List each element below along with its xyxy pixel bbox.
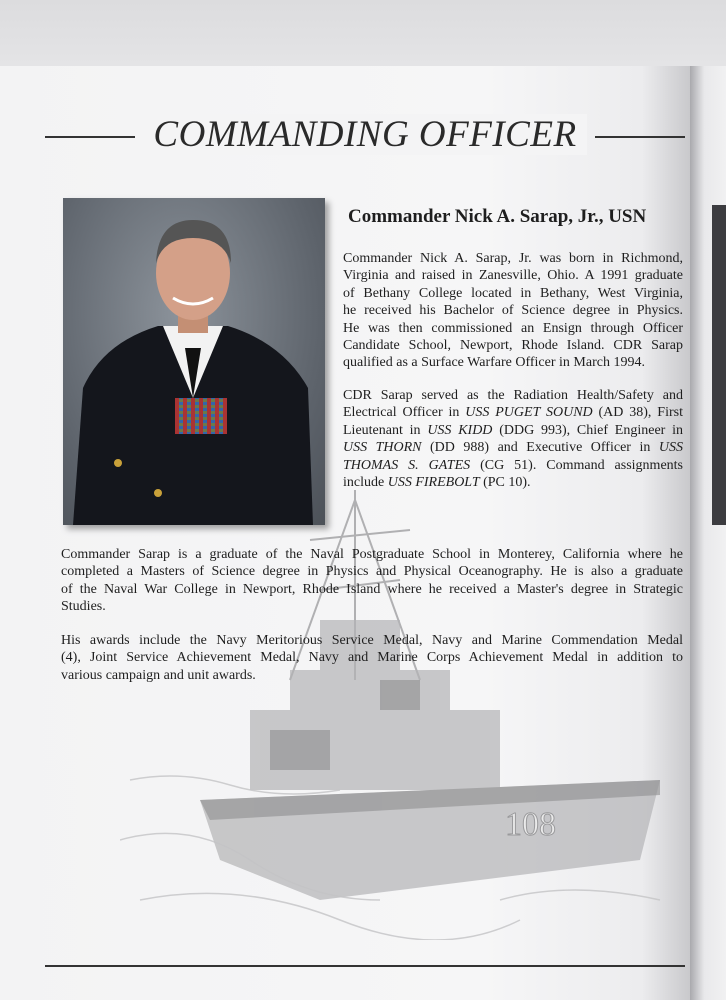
text-line: he received his Bachelor of Science degree in Physics.	[343, 303, 683, 319]
text-line: of the Naval War College in Newport, Rhode Island where he received a Master's degree in Strategic	[61, 581, 683, 597]
text-line: THOMAS S. GATES (CG 51). Command assignments	[343, 457, 684, 473]
bio-paragraph-2	[343, 387, 683, 491]
text-line: Commander Sarap is a graduate of the Naval Postgraduate School in Monterey, California where he	[61, 547, 683, 562]
text-line: (4), Joint Service Achievement Medal, Navy and Marine Corps Achievement Medal in addition to	[61, 650, 683, 666]
text-line: include USS FIREBOLT (PC 10).	[343, 475, 531, 491]
text-line: His awards include the Navy Meritorious Service Medal, Navy and Marine Commendation Medal	[61, 633, 683, 648]
page-title-wrapper	[45, 113, 685, 156]
text-line: qualified as a Surface Warfare Officer in March 1994.	[343, 355, 645, 371]
text-line: Lieutenant in USS KIDD (DDG 993), Chief Engineer in	[343, 422, 683, 438]
hull-number: 108	[505, 806, 556, 843]
text-line: He was then commissioned an Ensign through Officer	[343, 320, 683, 336]
text-line: of Bethany College located in Bethany, West Virginia,	[343, 285, 683, 301]
next-page-photo-edge	[712, 205, 726, 525]
page-title: COMMANDING OFFICER	[143, 114, 586, 155]
text-line: Studies.	[61, 599, 106, 615]
officer-portrait	[63, 198, 325, 525]
text-line: completed a Masters of Science degree in Physics and Physical Oceanography. He is also a graduate	[61, 564, 683, 580]
bio-paragraph-4	[61, 632, 683, 684]
text-line: Commander Nick A. Sarap, Jr. was born in Richmond,	[343, 251, 683, 266]
text-line: various campaign and unit awards.	[61, 667, 256, 683]
scan-background	[0, 0, 726, 66]
text-line: USS THORN (DD 988) and Executive Officer in USS	[343, 440, 683, 456]
page-heading	[45, 113, 685, 161]
text-line: Virginia and raised in Zanesville, Ohio. A 1991 graduate	[343, 268, 683, 284]
text-line: Candidate School, Newport, Rhode Island. CDR Sarap	[343, 338, 683, 354]
footer-rule	[45, 965, 685, 967]
bio-paragraph-3	[61, 546, 683, 616]
bio-paragraph-1	[343, 250, 683, 372]
text-line: CDR Sarap served as the Radiation Health/Safety and	[343, 388, 683, 403]
text-line: Electrical Officer in USS PUGET SOUND (AD 38), First	[343, 405, 683, 421]
officer-name: Commander Nick A. Sarap, Jr., USN	[348, 206, 647, 227]
